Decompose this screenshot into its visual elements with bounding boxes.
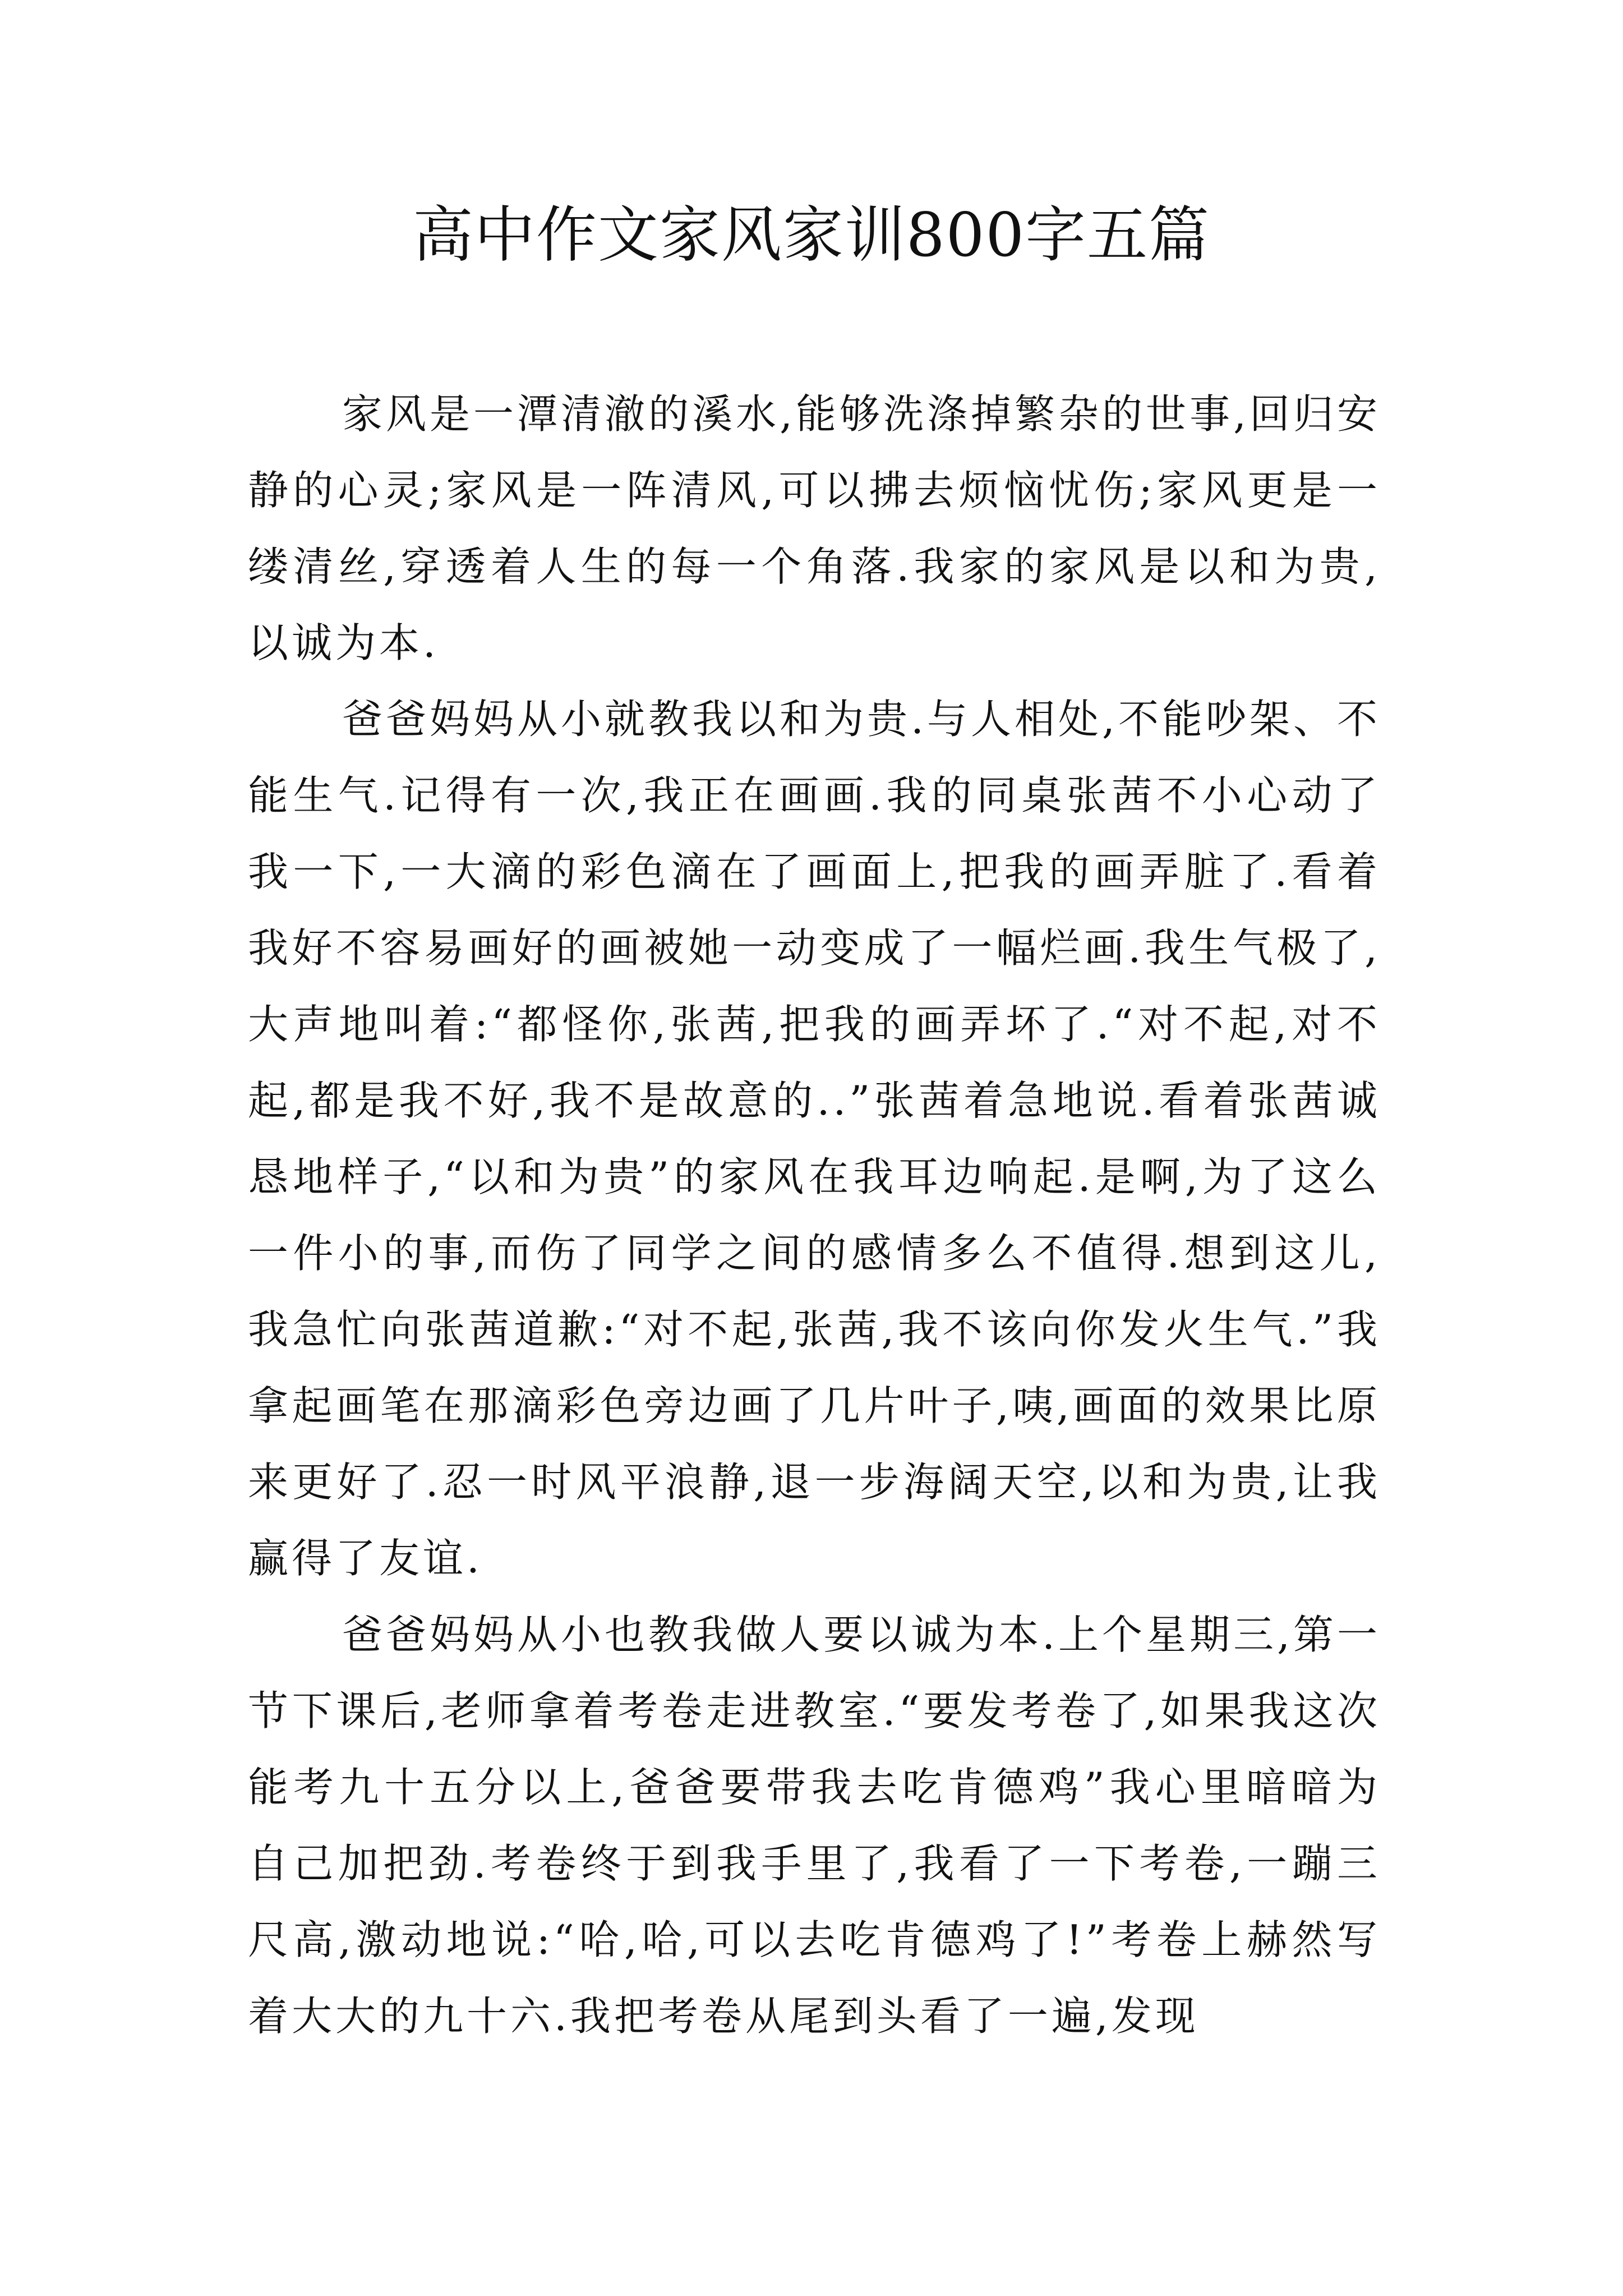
document-title: 高中作文家风家训800字五篇	[412, 200, 1211, 270]
paragraph-1: 家风是一潭清澈的溪水,能够洗涤掉繁杂的世事,回归安静的心灵;家风是一阵清风,可以拂去烦恼忧伤;家风更是一缕清丝,穿透着人生的每一个角落.我家的家风是以和为贵,以诚为本.	[248, 390, 1381, 666]
paragraph-2: 爸爸妈妈从小就教我以和为贵.与人相处,不能吵架、不能生气.记得有一次,我正在画画.我的同桌张茜不小心动了我一下,一大滴的彩色滴在了画面上,把我的画弄脏了.看着我好不容易画好的画被她一动变成了一幅烂画.我生气极了,大声地叫着:“都怪你,张茜,把我的画弄坏了.“对不起,对不起,都是我不好,我不是故意的..”张茜着急地说.看着张茜诚恳地样子,“以和为贵”的家风在我耳边响起.是啊,为了这么一件小的事,而伤了同学之间的感情多么不值得.想到这儿,我急忙向张茜道歉:“对不起,张茜,我不该向你发火生气.”我拿起画笔在那滴彩色旁边画了几片叶子,咦,画面的效果比原来更好了.忍一时风平浪静,退一步海阔天空,以和为贵,让我赢得了友谊.	[248, 696, 1381, 1582]
document-body	[248, 376, 1381, 2054]
paragraph-3: 爸爸妈妈从小也教我做人要以诚为本.上个星期三,第一节下课后,老师拿着考卷走进教室.“要发考卷了,如果我这次能考九十五分以上,爸爸要带我去吃肯德鸡”我心里暗暗为自己加把劲.考卷终于到我手里了,我看了一下考卷,一蹦三尺高,激动地说:“哈,哈,可以去吃肯德鸡了!”考卷上赫然写着大大的九十六.我把考卷从尾到头看了一遍,发现	[248, 1611, 1381, 2040]
